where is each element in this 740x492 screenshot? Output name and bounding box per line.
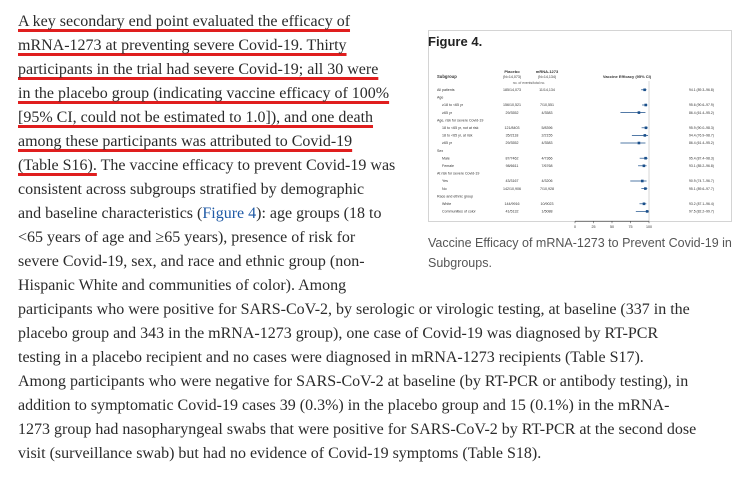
- text-line: [18, 58, 378, 82]
- figure-4-box[interactable]: [428, 30, 732, 230]
- text-line: [18, 82, 389, 106]
- point-estimate: [646, 210, 649, 213]
- text-line: [18, 202, 381, 226]
- text-line: [18, 178, 364, 202]
- subgroup-label: Race and ethnic group: [437, 194, 474, 199]
- axis-tick-label: 50: [610, 225, 614, 230]
- subgroup-label: Yes: [442, 179, 448, 184]
- placebo-value: 98/6611: [505, 164, 519, 168]
- highlighted-text: among these participants was attributed to Covid-19: [18, 133, 353, 150]
- placebo-value: 35/2118: [505, 133, 519, 138]
- vaccine-value: 4/3583: [541, 141, 553, 146]
- point-estimate: [638, 142, 641, 145]
- text-line: [18, 298, 690, 322]
- efficacy-value: 94.4 (76.9–98.7): [689, 133, 714, 138]
- point-estimate: [643, 203, 646, 206]
- efficacy-value: 90.9 (74.7–96.7): [689, 179, 714, 184]
- efficacy-value: 93.2 (87.1–96.4): [689, 202, 714, 206]
- text-line: [18, 274, 346, 298]
- figure-caption: Vaccine Efficacy of mRNA-1273 to Prevent Covid-19 in Subgroups.: [428, 236, 732, 270]
- placebo-value: 29/3552: [505, 110, 519, 115]
- text-line: [18, 106, 373, 130]
- efficacy-value: 97.5 (82.2–99.7): [689, 209, 714, 214]
- text-line: [18, 394, 669, 418]
- vaccine-value: 7/6768: [541, 164, 553, 168]
- subgroup-label: Female: [442, 164, 454, 168]
- text-line: [18, 154, 395, 178]
- point-estimate: [645, 127, 648, 130]
- text-line: [18, 226, 355, 250]
- axis-tick-label: 75: [628, 225, 633, 230]
- subgroup-label: No: [442, 186, 447, 191]
- text-line: [18, 130, 352, 154]
- text-segment: participants who were positive for SARS-CoV-2, by serologic or virologic testing, at baseline (337 in the: [18, 301, 690, 318]
- subgroup-label: Sex: [437, 148, 444, 153]
- text-segment: addition to symptomatic Covid-19 cases 39 (0.3%) in the placebo group and 15 (0.1%) in the mRNA-: [18, 397, 670, 414]
- vaccine-value: 10/9023: [540, 202, 554, 206]
- subgroup-label: Male: [442, 156, 450, 161]
- vaccine-value: 5/8396: [541, 126, 553, 130]
- efficacy-value: 86.4 (61.4–95.2): [689, 141, 714, 146]
- point-estimate: [644, 187, 647, 190]
- subgroup-label: At risk for severe Covid-19: [437, 171, 480, 176]
- text-segment: Hispanic White and communities of color). Among: [18, 277, 347, 294]
- placebo-value: 121/8403: [504, 126, 520, 130]
- point-estimate: [643, 89, 646, 92]
- vaccine-value: 7/10,551: [540, 103, 554, 108]
- text-segment: placebo group and 343 in the mRNA-1273 group), one case of Covid-19 was diagnosed by RT-PCR: [18, 325, 659, 342]
- subgroup-label: ≥65 yr: [442, 141, 452, 146]
- text-line: [18, 346, 644, 370]
- subgroup-label: White: [442, 202, 452, 206]
- header-subheader: no. of events/total no.: [512, 81, 546, 85]
- efficacy-value: 86.4 (61.4–95.2): [689, 110, 714, 115]
- vaccine-value: 4/3583: [541, 110, 553, 115]
- point-estimate: [641, 180, 644, 183]
- placebo-value: 185/14,073: [503, 88, 521, 92]
- text-line: [18, 370, 688, 394]
- header-subgroup: Subgroup: [437, 74, 457, 79]
- placebo-value: 142/10,906: [503, 186, 521, 191]
- placebo-value: 29/3552: [505, 141, 519, 146]
- efficacy-value: 95.1 (89.6–97.7): [689, 186, 714, 191]
- figure-title: Figure 4.: [428, 34, 483, 49]
- subgroup-label: All patients: [437, 88, 455, 92]
- text-line: [18, 250, 365, 274]
- figure-4-forest-plot: [429, 31, 731, 230]
- text-segment: <65 years of age and ≥65 years), presence of risk for: [18, 229, 356, 246]
- placebo-value: 87/7462: [505, 156, 519, 161]
- text-line: [18, 442, 541, 466]
- placebo-value: 156/10,521: [503, 103, 521, 108]
- point-estimate: [644, 104, 647, 107]
- point-estimate: [644, 134, 647, 137]
- text-segment: and baseline characteristics (: [18, 205, 203, 222]
- subgroup-label: Age: [437, 95, 444, 100]
- header-placebo-n: (N=14,073): [502, 75, 522, 79]
- text-segment: visit (surveillance swab) but had no evidence of Covid-19 symptoms (Table S18).: [18, 445, 542, 462]
- subgroup-label: 18 to <65 yr, not at risk: [442, 126, 479, 130]
- vaccine-value: 7/10,928: [540, 186, 554, 191]
- vaccine-value: 2/2155: [541, 133, 553, 138]
- point-estimate: [644, 157, 647, 160]
- header-placebo: Placebo: [504, 69, 520, 74]
- subgroup-label: Age, risk for severe Covid-19: [437, 118, 484, 123]
- highlighted-text: mRNA-1273 at preventing severe Covid-19. Thirty: [18, 37, 347, 54]
- efficacy-value: 94.1 (89.3–96.8): [689, 88, 714, 92]
- placebo-value: 41/5132: [505, 209, 519, 214]
- vaccine-value: 4/3206: [541, 179, 553, 184]
- subgroup-label: Communities of color: [442, 209, 476, 214]
- text-segment: Among participants who were negative for SARS-CoV-2 at baseline (by RT-PCR or antibody testing), in: [18, 373, 689, 390]
- header-efficacy: Vaccine Efficacy (95% CI): [602, 74, 652, 79]
- text-segment: consistent across subgroups stratified by demographic: [18, 181, 365, 198]
- header-vaccine-n: (N=14,134): [537, 75, 557, 79]
- placebo-value: 144/9916: [504, 202, 520, 206]
- point-estimate: [643, 165, 646, 168]
- text-line: [18, 34, 347, 58]
- vaccine-value: 1/5088: [541, 209, 553, 214]
- text-line: [18, 418, 696, 442]
- text-segment: severe Covid-19, sex, and race and ethnic group (non-: [18, 253, 365, 270]
- header-vaccine: mRNA-1273: [535, 69, 559, 74]
- axis-tick-label: 0: [574, 225, 576, 230]
- text-segment: testing in a placebo recipient and no cases were diagnosed in mRNA-1273 recipients (Table S17).: [18, 349, 644, 366]
- highlighted-text: in the placebo group (indicating vaccine efficacy of 100%: [18, 85, 390, 102]
- efficacy-value: 95.6 (90.6–97.9): [689, 103, 714, 108]
- vaccine-value: 11/14,134: [539, 88, 555, 92]
- axis-tick-label: 25: [591, 225, 596, 230]
- text-segment: 1273 group had nasopharyngeal swabs that were positive for SARS-CoV-2 by RT-PCR at the second dose: [18, 421, 697, 438]
- efficacy-value: 93.1 (85.2–96.8): [689, 164, 714, 168]
- vaccine-value: 4/7366: [541, 156, 553, 161]
- placebo-value: 43/3167: [505, 179, 519, 184]
- efficacy-value: 95.9 (90.0–98.3): [689, 126, 714, 130]
- highlighted-text: (Table S16).: [18, 157, 97, 174]
- subgroup-label: ≥65 yr: [442, 110, 452, 115]
- point-estimate: [638, 111, 641, 114]
- subgroup-label: ≥18 to <65 yr: [442, 103, 464, 108]
- highlighted-text: [95% CI, could not be estimated to 1.0]), and one death: [18, 109, 374, 126]
- text-segment: ): age groups (18 to: [256, 205, 382, 222]
- axis-tick-label: 100: [646, 225, 652, 230]
- text-line: [18, 322, 658, 346]
- highlighted-text: A key secondary end point evaluated the efficacy of: [18, 13, 351, 30]
- subgroup-label: 18 to <65 yr, at risk: [442, 133, 473, 138]
- text-segment: The vaccine efficacy to prevent Covid-19 was: [96, 157, 396, 174]
- text-line: [18, 10, 350, 34]
- highlighted-text: participants in the trial had severe Covid-19; all 30 were: [18, 61, 379, 78]
- efficacy-value: 95.4 (87.4–98.3): [689, 156, 714, 161]
- figure-4-link[interactable]: Figure 4: [202, 205, 257, 222]
